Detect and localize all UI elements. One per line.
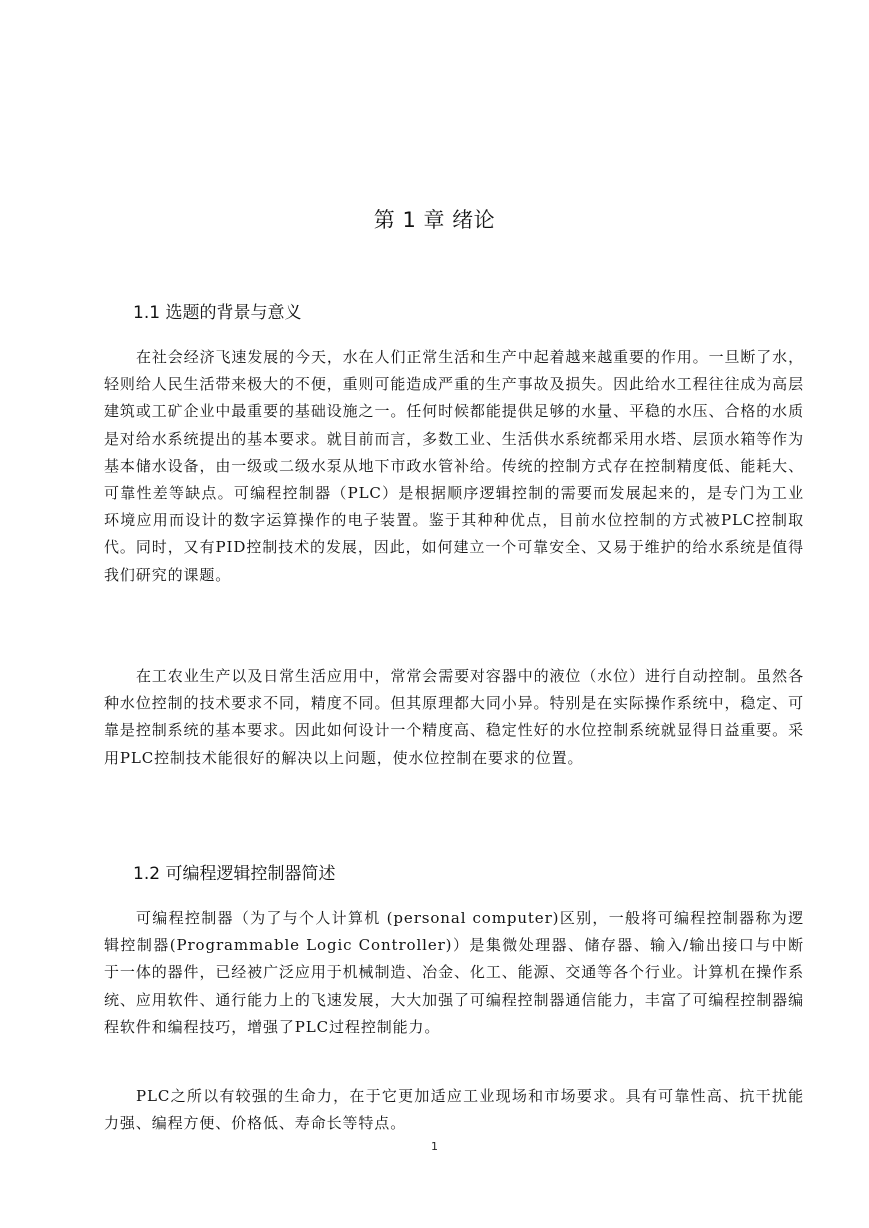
page-number: 1 [431,1140,438,1153]
paragraph-plc-overview-2: PLC之所以有较强的生命力，在于它更加适应工业现场和市场要求。具有可靠性高、抗干扰能力强、编程方便、价格低、寿命长等特点。 [104,1087,804,1133]
paragraph-background-2: 在工农业生产以及日常生活应用中，常常会需要对容器中的液位（水位）进行自动控制。虽然各种水位控制的技术要求不同，精度不同。但其原理都大同小异。特别是在实际操作系统中，稳定、可靠是控制系统的基本要求。因此如何设计一个精度高、稳定性好的水位控制系统就显得日益重要。采用PLC控制技术能很好的解决以上问题，使水位控制在要求的位置。 [104,667,804,767]
section-heading-plc-overview: 1.2 可编程逻辑控制器简述 [133,864,336,885]
chapter-title: 第 1 章 绪论 [373,208,496,233]
paragraph-background-1: 在社会经济飞速发展的今天，水在人们正常生活和生产中起着越来越重要的作用。一旦断了水，轻则给人民生活带来极大的不便，重则可能造成严重的生产事故及损失。因此给水工程往往成为高层建筑或工矿企业中最重要的基础设施之一。任何时候都能提供足够的水量、平稳的水压、合格的水质是对给水系统提出的基本要求。就目前而言，多数工业、生活供水系统都采用水塔、层顶水箱等作为基本储水设备，由一级或二级水泵从地下市政水管补给。传统的控制方式存在控制精度低、能耗大、可靠性差等缺点。可编程控制器（PLC）是根据顺序逻辑控制的需要而发展起来的，是专门为工业环境应用而设计的数字运算操作的电子装置。鉴于其种种优点，目前水位控制的方式被PLC控制取代。同时，又有PID控制技术的发展，因此，如何建立一个可靠安全、又易于维护的给水系统是值得我们研究的课题。 [104,348,804,584]
paragraph-plc-overview-1: 可编程控制器（为了与个人计算机 (personal computer)区别，一般将可编程控制器称为逻辑控制器(Programmable Logic Controller)）是集微处理器、储存器、输入/输出接口与中断于一体的器件，已经被广泛应用于机械制造、冶金、化工、能源、交通等各个行业。计算机在操作系统、应用软件、通行能力上的飞速发展，大大加强了可编程控制器通信能力，丰富了可编程控制器编程软件和编程技巧，增强了PLC过程控制能力。 [104,909,804,1036]
section-heading-background: 1.1 选题的背景与意义 [133,303,302,324]
